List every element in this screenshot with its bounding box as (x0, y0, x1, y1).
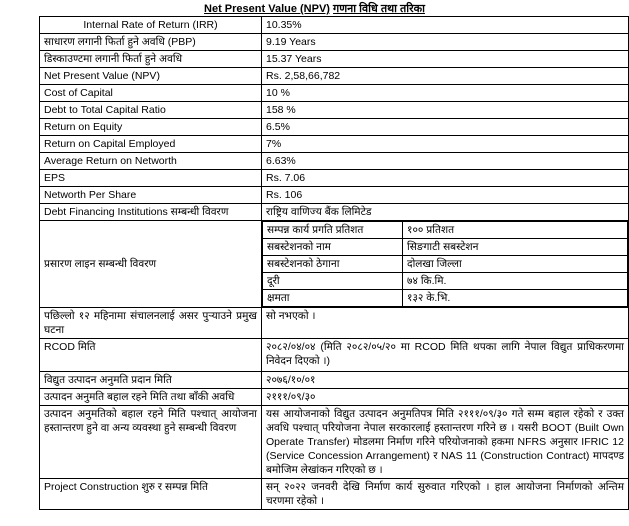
table-row (40, 187, 629, 204)
row-label: EPS (40, 170, 262, 187)
sub-key: दूरी (263, 273, 403, 290)
license-issue-label: विद्युत उत्पादन अनुमति प्रदान मिति (40, 372, 262, 389)
table-row (40, 119, 629, 136)
row-value: 9.19 Years (262, 34, 629, 51)
rcod-row (40, 339, 629, 372)
page-title (0, 1, 629, 16)
rcod-label: RCOD मिति (40, 339, 262, 372)
row-label: Return on Equity (40, 119, 262, 136)
row-value: 10.35% (262, 17, 629, 34)
construction-value: सन् २०२२ जनवरी देखि निर्माण कार्य सुरुवात गरिएको । हाल आयोजना निर्माणको अन्तिम चरणमा रहेको । (262, 479, 629, 510)
sub-row (263, 290, 628, 307)
row-label: Debt to Total Capital Ratio (40, 102, 262, 119)
table-row (40, 85, 629, 102)
recent-events-label: पछिल्लो १२ महिनामा संचालनलाई असर पुऱ्याउने प्रमुख घटना (40, 308, 262, 339)
sub-row (263, 222, 628, 239)
transmission-details (262, 221, 629, 308)
npv-table (39, 16, 629, 510)
row-value: 7% (262, 136, 629, 153)
transmission-subtable (262, 221, 628, 307)
table-row (40, 17, 629, 34)
transmission-row (40, 221, 629, 308)
post-license-value: यस आयोजनाको विद्युत उत्पादन अनुमतिपत्र मिति २१११/०९/३० गते सम्म बहाल रहेको र उक्त अवधि पश्चात् परियोजना नेपाल सरकारलाई हस्तान्तरण गरिने छ । यसरी BOOT (Built Own Operate Transfer) मोडलमा निर्माण गरिने परियोजनाको हकमा NFRS अनुसार IFRIC 12 (Service Concession Arrangement) र NAS 11 (Construction Contract) मापदण्ड बमोजिम लेखांकन गरिएको छ । (262, 406, 629, 479)
construction-row (40, 479, 629, 510)
table-row (40, 170, 629, 187)
license-remaining-row (40, 389, 629, 406)
sub-key: क्षमता (263, 290, 403, 307)
debt-financing-row (40, 204, 629, 221)
row-value: Rs. 7.06 (262, 170, 629, 187)
row-value: 158 % (262, 102, 629, 119)
row-value: 6.5% (262, 119, 629, 136)
table-row (40, 102, 629, 119)
row-label: Cost of Capital (40, 85, 262, 102)
recent-events-value: सो नभएको । (262, 308, 629, 339)
row-value: Rs. 106 (262, 187, 629, 204)
sub-row (263, 239, 628, 256)
sub-key: सबस्टेशनको नाम (263, 239, 403, 256)
transmission-label: प्रसारण लाइन सम्बन्धी विवरण (40, 221, 262, 308)
row-label: साधारण लगानी फिर्ता हुने अवधि (PBP) (40, 34, 262, 51)
table-row (40, 68, 629, 85)
table-row (40, 34, 629, 51)
license-remaining-label: उत्पादन अनुमति बहाल रहने मिति तथा बाँकी अवधि (40, 389, 262, 406)
sub-value: सिङगाटी सबस्टेशन (403, 239, 628, 256)
sub-key: सम्पन्न कार्य प्रगति प्रतिशत (263, 222, 403, 239)
row-value: 6.63% (262, 153, 629, 170)
license-issue-row (40, 372, 629, 389)
license-remaining-value: २१११/०९/३० (262, 389, 629, 406)
row-label: डिस्काउण्टमा लगानी फिर्ता हुने अवधि (40, 51, 262, 68)
table-row (40, 153, 629, 170)
simple-rows (40, 17, 629, 510)
row-label: Return on Capital Employed (40, 136, 262, 153)
post-license-row (40, 406, 629, 479)
debt-financing-value: राष्ट्रिय वाणिज्य बैंक लिमिटेड (262, 204, 629, 221)
table-row (40, 51, 629, 68)
sub-row (263, 256, 628, 273)
debt-financing-label: Debt Financing Institutions सम्बन्धी विवरण (40, 204, 262, 221)
row-value: 15.37 Years (262, 51, 629, 68)
sub-value: १३२ के.भि. (403, 290, 628, 307)
row-label: Internal Rate of Return (IRR) (40, 17, 262, 34)
sub-row (263, 273, 628, 290)
title-ne: गणना विधि तथा तरिका (333, 3, 425, 15)
title-en: Net Present Value (NPV) (204, 3, 330, 15)
sub-value: १०० प्रतिशत (403, 222, 628, 239)
recent-events-row (40, 308, 629, 339)
rcod-value: २०८२/०४/०४ (मिति २०८२/०५/२० मा RCOD मिति थपका लागि नेपाल विद्युत प्राधिकरणमा निवेदन दिएको ।) (262, 339, 629, 372)
row-label: Average Return on Networth (40, 153, 262, 170)
construction-label: Project Construction शुरु र सम्पन्न मिति (40, 479, 262, 510)
row-value: Rs. 2,58,66,782 (262, 68, 629, 85)
table-row (40, 136, 629, 153)
row-label: Networth Per Share (40, 187, 262, 204)
license-issue-value: २०७६/१०/०१ (262, 372, 629, 389)
row-label: Net Present Value (NPV) (40, 68, 262, 85)
row-value: 10 % (262, 85, 629, 102)
sub-value: दोलखा जिल्ला (403, 256, 628, 273)
post-license-label: उत्पादन अनुमतिको बहाल रहने मिति पश्चात् आयोजना हस्तान्तरण हुने वा अन्य व्यवस्था हुने सम्बन्धी विवरण (40, 406, 262, 479)
sub-key: सबस्टेशनको ठेगाना (263, 256, 403, 273)
sub-value: ७४ कि.मि. (403, 273, 628, 290)
